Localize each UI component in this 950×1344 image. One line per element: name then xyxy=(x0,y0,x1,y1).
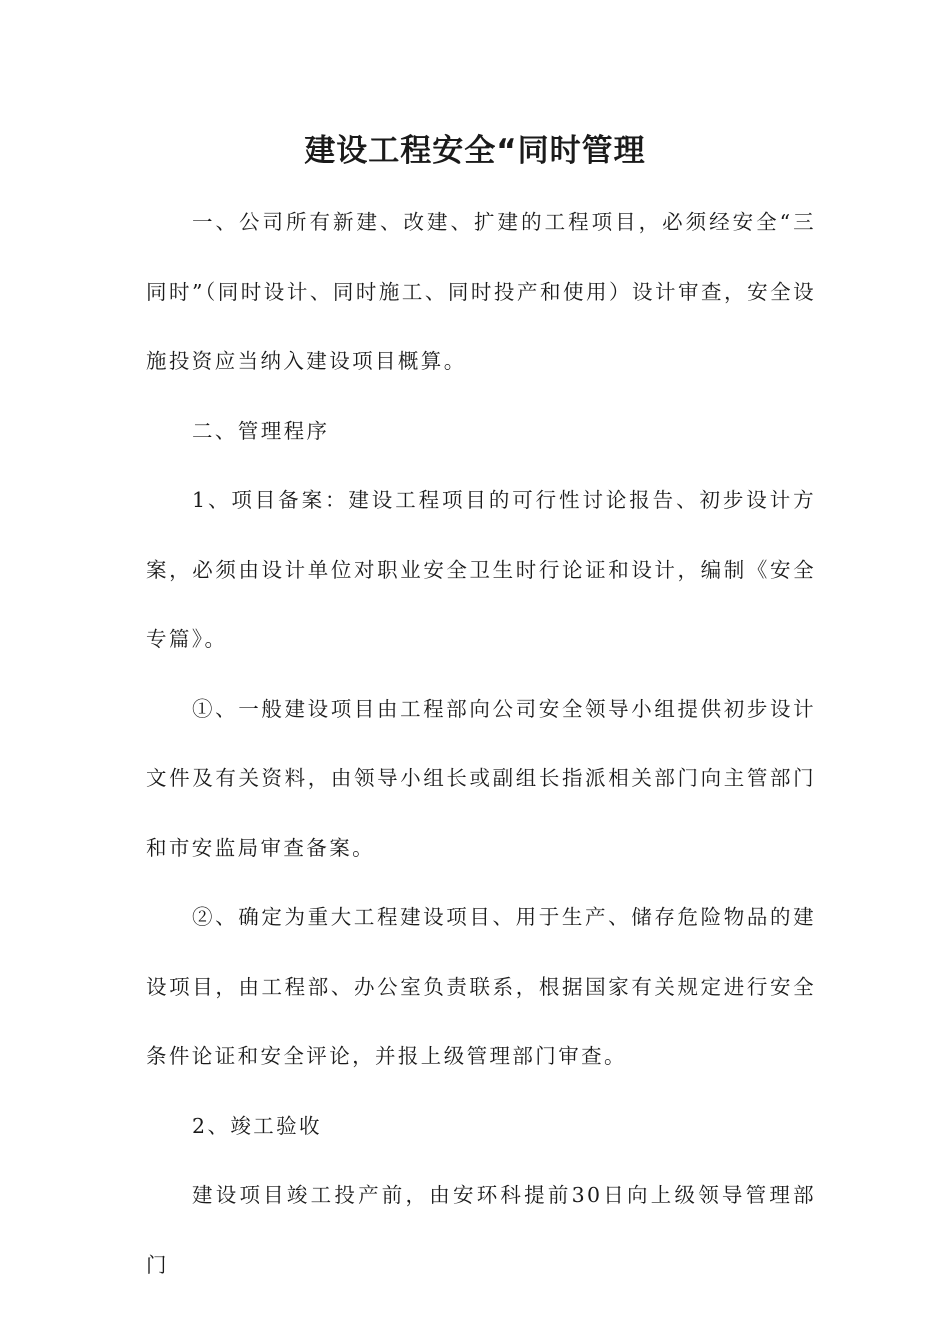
paragraph-section-two-heading: 二、管理程序 xyxy=(192,418,330,443)
document-title: 建设工程安全“同时管理 xyxy=(304,133,646,169)
paragraph-project-filing: 1、项目备案：建设工程项目的可行性讨论报告、初步设计方案，必须由设计单位对职业安全卫生时行论证和设计，编制《安全专篇》。 xyxy=(146,488,816,651)
paragraph-major-projects: ②、确定为重大工程建设项目、用于生产、储存危险物品的建设项目，由工程部、办公室负责联系，根据国家有关规定进行安全条件论证和安全评论，并报上级管理部门审查。 xyxy=(146,905,816,1068)
paragraph-completion-heading: 2、竣工验收 xyxy=(192,1113,322,1138)
paragraph-general-projects: ①、一般建设项目由工程部向公司安全领导小组提供初步设计文件及有关资料，由领导小组长或副组长指派相关部门向主管部门和市安监局审查备案。 xyxy=(146,696,816,860)
document-body xyxy=(146,188,816,1300)
paragraph-section-one: 一、公司所有新建、改建、扩建的工程项目，必须经安全“三同时”（同时设计、同时施工、同时投产和使用）设计审查，安全设施投资应当纳入建设项目概算。 xyxy=(146,210,816,373)
paragraph-completion-body: 建设项目竣工投产前，由安环科提前30日向上级领导管理部门 xyxy=(146,1183,816,1277)
